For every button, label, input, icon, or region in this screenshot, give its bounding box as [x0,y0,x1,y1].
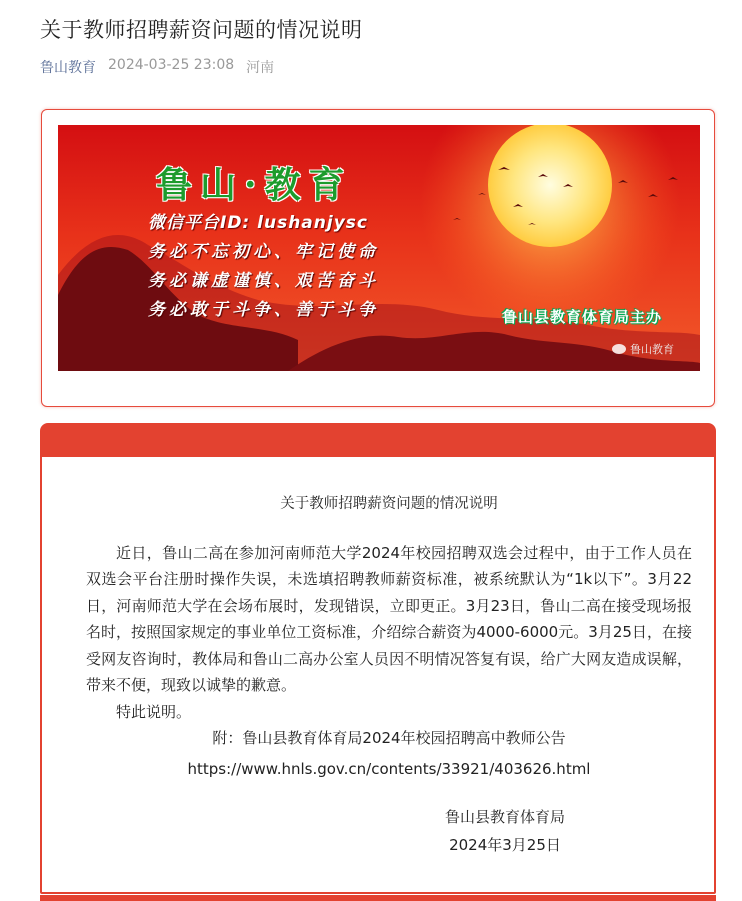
document-card [40,423,716,894]
document-title: 关于教师招聘薪资问题的情况说明 [280,496,498,512]
document-signature: 鲁山县教育体育局 [444,808,565,826]
document-paragraph: 近日，鲁山二高在参加河南师范大学2024年校园招聘双选会过程中，由于工作人员在双选会平台注册时操作失误，未选填招聘教师薪资标准，被系统默认为“1k以下”。3月22日，河南师范大学在会场布展时，发现错误，立即更正。3月23日，鲁山二高在接受现场报名时，按照国家规定的事业单位工资标准，介绍综合薪资为4000-6000元。3月25日，在接受网友咨询时，教体局和鲁山二高办公室人员因不明情况答复有误，给广大网友造成误解，带来不便，现致以诚挚的歉意。 [86,543,692,694]
next-card-edge [40,895,716,901]
publish-datetime: 2024-03-25 23:08 [108,57,235,73]
banner-image [58,125,700,371]
banner-headline: 鲁山·教育 [156,164,353,206]
banner-card [41,109,715,407]
watermark-label: 鲁山教育 [630,343,674,356]
banner-sponsor: 鲁山县教育体育局主办 [501,308,662,326]
wechat-icon [612,344,626,354]
document-date: 2024年3月25日 [449,836,561,854]
banner-watermark [612,341,674,357]
document-attachment: 附：鲁山县教育体育局2024年校园招聘高中教师公告 [212,729,566,747]
article-meta [40,57,274,77]
author-link[interactable]: 鲁山教育 [40,60,96,76]
document-body [86,491,692,782]
document-signature-block [415,803,595,859]
attachment-url[interactable]: https://www.hnls.gov.cn/contents/33921/403626.html [187,759,591,778]
banner-slogan-1: 务必不忘初心、牢记使命 [148,242,379,262]
banner-slogan-3: 务必敢于斗争、善于斗争 [148,300,379,320]
banner-platform-id: 微信平台ID: lushanjysc [148,213,368,233]
banner-slogan-2: 务必谦虚谨慎、艰苦奋斗 [148,271,379,291]
document-closing: 特此说明。 [116,702,192,721]
article-title: 关于教师招聘薪资问题的情况说明 [40,18,363,42]
publish-location: 河南 [246,60,275,76]
